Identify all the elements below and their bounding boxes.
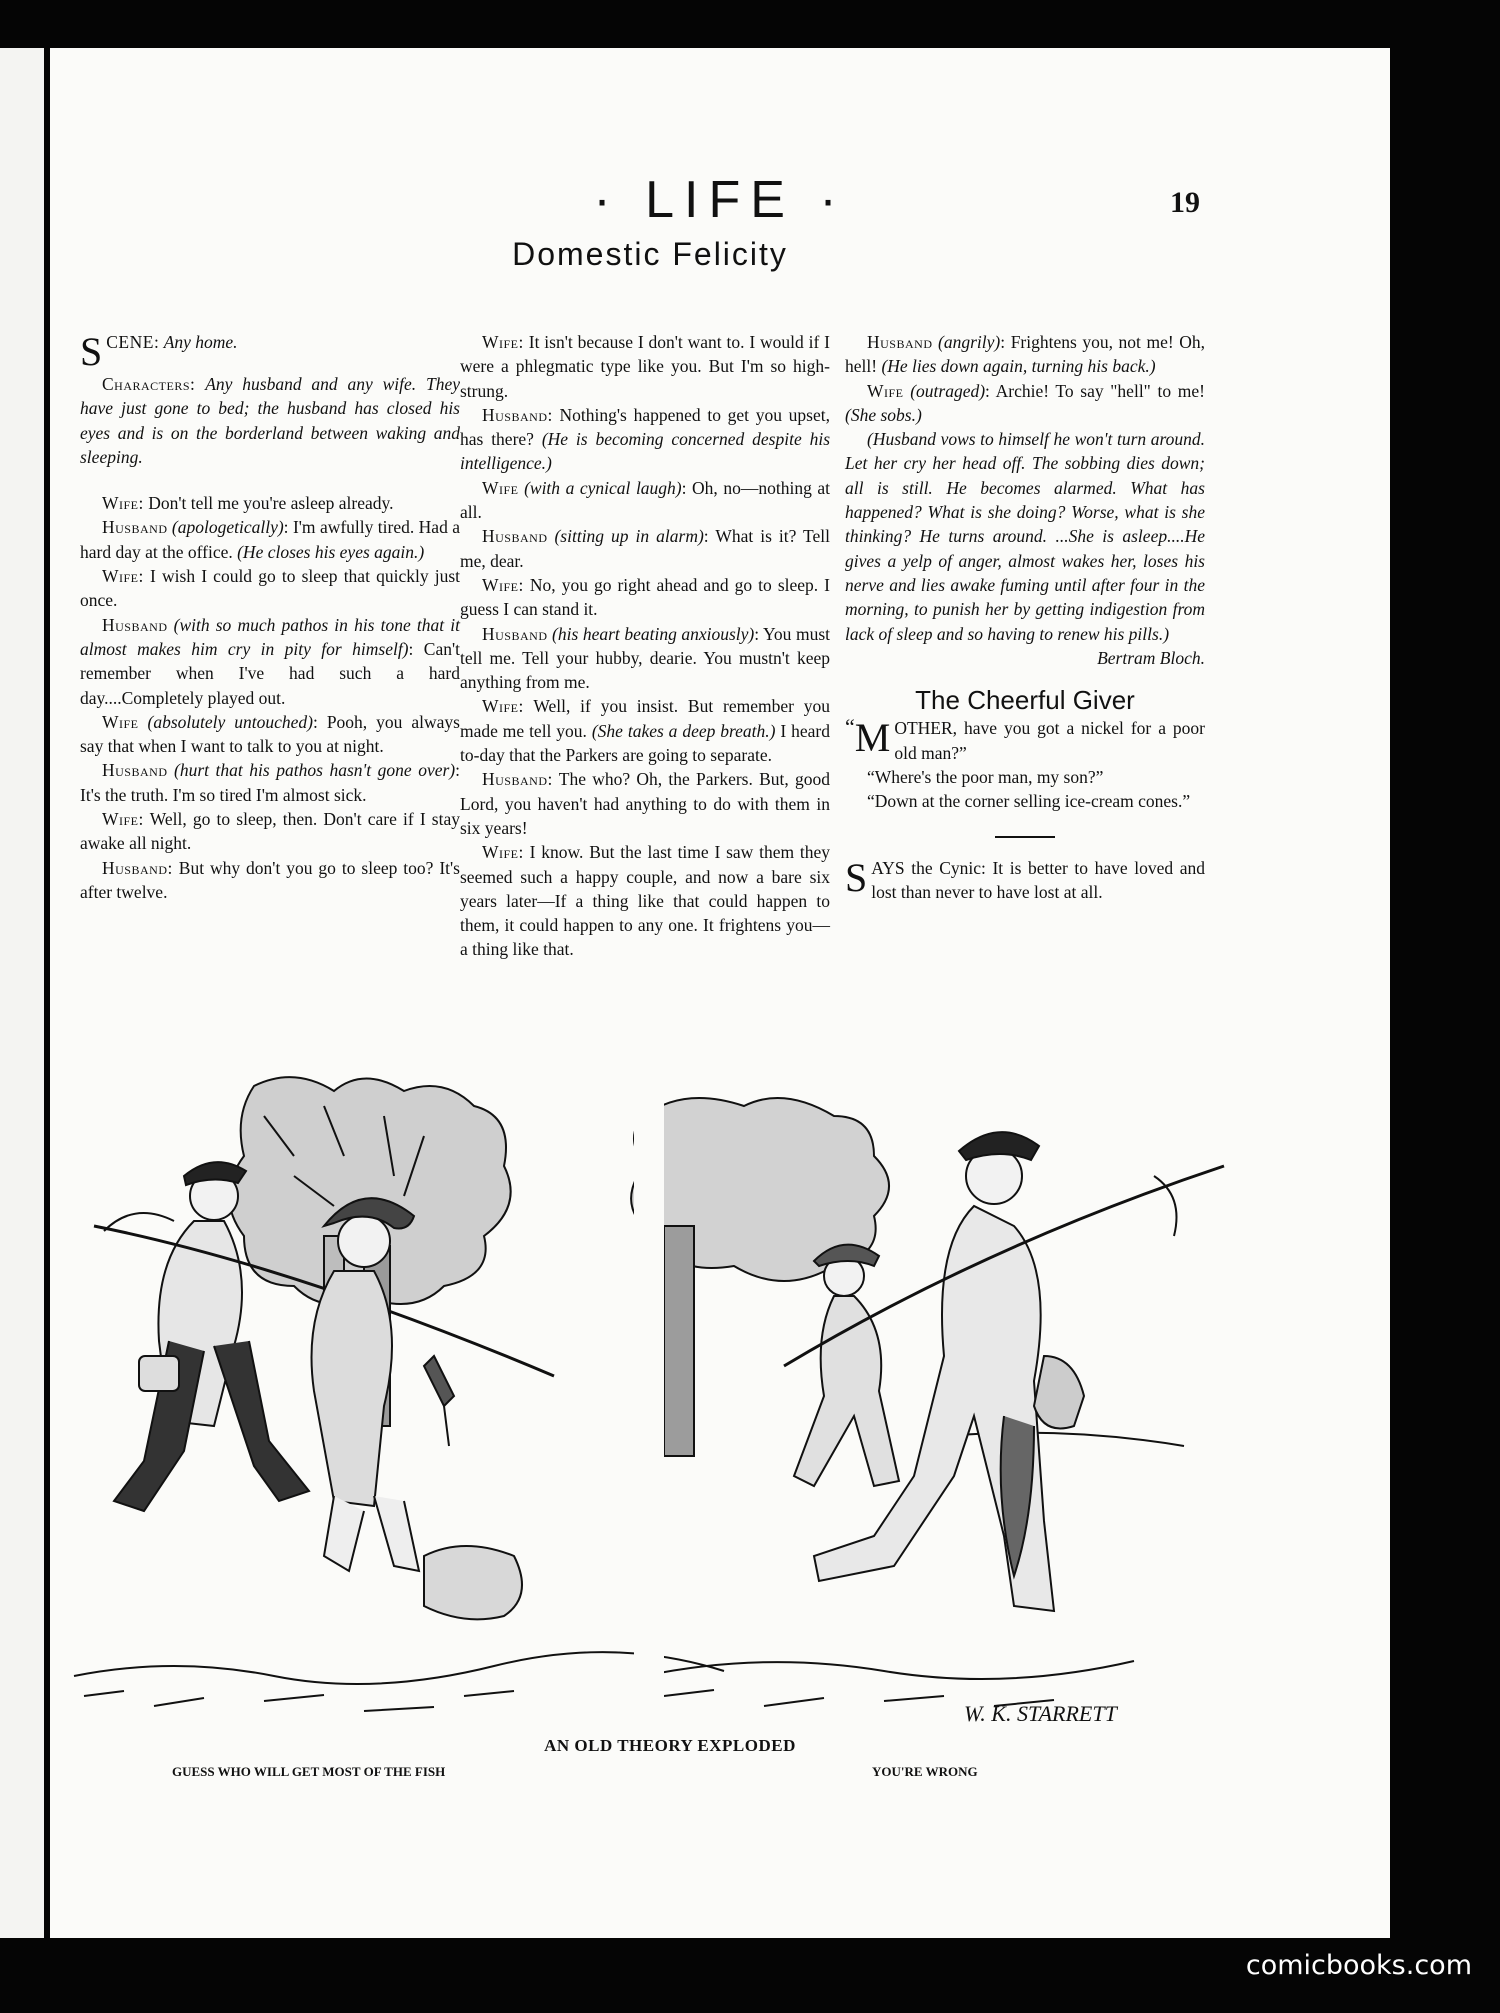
column-2: [460, 330, 830, 962]
dialogue-paragraph: Wife: I know. But the last time I saw them they seemed such a happy couple, and now a bare six years later—If a thing like that could happen to them, it could happen to any one. It frightens you—a thing like that.: [460, 842, 830, 960]
cheerful-giver-line: “Where's the poor man, my son?”: [867, 767, 1104, 788]
stage-direction-paragraph: (Husband vows to himself he won't turn around. Let her cry her head off. The sobbing dies down; all is still. He becomes alarmed. What has happened? What is she doing? Worse, what is she thinking? He turns around. ...She is asleep....He gives a yelp of anger, almost wakes her, loses his nerve and lies awake fuming until after four in the morning, to punish her by getting indigestion from lack of sleep and so having to renew his pills.): [845, 429, 1205, 644]
dialogue-paragraph: Husband (angrily): Frightens you, not me! Oh, hell! (He lies down again, turning his back.): [845, 332, 1205, 377]
left-panel-caption: GUESS WHO WILL GET MOST OF THE FISH: [172, 1764, 446, 1779]
scene-line: SCENE: Any home.: [80, 329, 238, 374]
article-title: Domestic Felicity: [512, 236, 788, 272]
dialogue-paragraph: Husband (his heart beating anxiously): You must tell me. Tell your hubby, dearie. You mustn't keep anything from me.: [460, 623, 830, 693]
dialogue-paragraph: Husband (with so much pathos in his tone that it almost makes him cry in pity for himself): Can't remember when I've had such a hard day....Completely played out.: [80, 614, 460, 708]
dialogue-paragraph: Husband: Nothing's happened to get you upset, has there? (He is becoming concerned despite his intelligence.): [460, 404, 831, 474]
dialogue-paragraph: Husband (hurt that his pathos hasn't gone over): It's the truth. I'm so tired I'm almost sick.: [80, 760, 460, 805]
dialogue-paragraph: Wife: Don't tell me you're asleep already.: [102, 493, 394, 514]
dialogue-paragraph: Wife: I wish I could go to sleep that quickly just once.: [80, 566, 460, 611]
dialogue-paragraph: Husband: The who? Oh, the Parkers. But, good Lord, you haven't had anything to do with them in six years!: [460, 769, 830, 838]
scene-dropcap: S: [80, 329, 103, 374]
cartoon-drawing: [64, 1056, 1234, 1734]
page-title: · LIFE ·: [593, 171, 847, 229]
dialogue-paragraph: Wife: Well, go to sleep, then. Don't care if I stay awake all night.: [80, 809, 460, 854]
column-1: [80, 330, 460, 904]
dialogue-paragraph: Husband (apologetically): I'm awfully tired. Had a hard day at the office. (He closes his eyes again.): [80, 517, 460, 562]
cheerful-giver-line: “Down at the corner selling ice-cream cones.”: [867, 791, 1191, 812]
cynic-paragraph: SAYS the Cynic: It is better to have loved and lost than never to have lost at all.: [845, 854, 1205, 902]
dialogue-paragraph: Wife (with a cynical laugh): Oh, no—nothing at all.: [460, 477, 830, 523]
column-3: [845, 330, 1205, 904]
page-number: 19: [1170, 186, 1200, 219]
artist-signature: W. K. STARRETT: [964, 1701, 1117, 1726]
section-divider: [995, 836, 1055, 838]
right-panel-caption: YOU'RE WRONG: [872, 1764, 978, 1779]
cynic-dropcap: S: [845, 854, 868, 900]
cheerful-giver-dropcap: M: [854, 715, 891, 761]
dialogue-paragraph: Wife: No, you go right ahead and go to sleep. I guess I can stand it.: [460, 574, 830, 620]
dialogue-paragraph: Wife: Well, if you insist. But remember you made me tell you. (She takes a deep breath.) I heard to-day that the Parkers are going to separate.: [460, 696, 830, 766]
right-panel: [631, 1098, 1224, 1726]
main-caption: AN OLD THEORY EXPLODED: [544, 1736, 796, 1755]
dialogue-paragraph: Husband (sitting up in alarm): What is it? Tell me, dear.: [460, 526, 831, 571]
left-panel: [74, 1077, 724, 1711]
site-watermark: comicbooks.com: [1245, 1950, 1472, 1981]
magazine-page: [50, 48, 1390, 1938]
characters-paragraph: Characters: Any husband and any wife. They have just gone to bed; the husband has closed his eyes and is on the borderland between waking and sleeping.: [80, 374, 461, 467]
dialogue-paragraph: Husband: But why don't you go to sleep too? It's after twelve.: [80, 857, 460, 902]
facing-page-edge: [0, 48, 44, 1938]
dialogue-paragraph: Wife (absolutely untouched): Pooh, you always say that when I want to talk to you at night.: [80, 711, 460, 757]
dialogue-paragraph: Wife (outraged): Archie! To say "hell" to me! (She sobs.): [845, 380, 1205, 425]
cartoon-illustration: [64, 1056, 1234, 1734]
cheerful-giver-title: The Cheerful Giver: [915, 685, 1135, 716]
dialogue-paragraph: Wife: It isn't because I don't want to. I would if I were a phlegmatic type like you. But I'm so high-strung.: [460, 332, 830, 401]
author-signature: Bertram Bloch.: [1097, 647, 1205, 668]
cheerful-giver-line: “ M OTHER, have you got a nickel for a poor old man?”: [845, 714, 1205, 763]
